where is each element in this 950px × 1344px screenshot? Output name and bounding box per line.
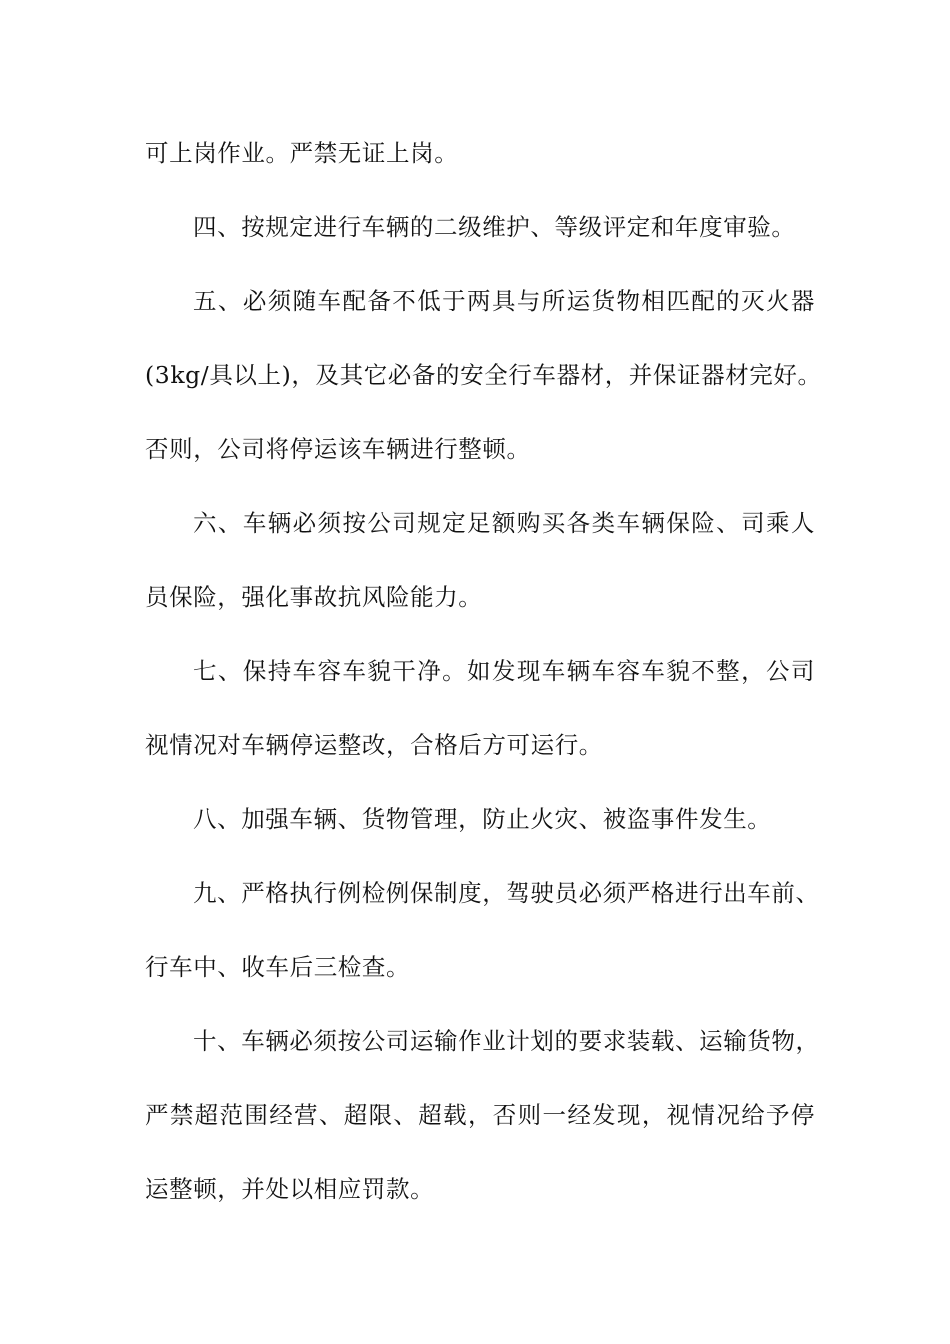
text-line-13: 十、车辆必须按公司运输作业计划的要求装载、运输货物， <box>193 1027 820 1055</box>
text-line-7: 员保险，强化事故抗风险能力。 <box>145 583 483 611</box>
text-line-4: (3kg/具以上)，及其它必备的安全行车器材，并保证器材完好。 <box>145 361 822 389</box>
text-line-11: 九、严格执行例检例保制度，驾驶员必须严格进行出车前、 <box>193 879 820 907</box>
text-line-3: 五、必须随车配备不低于两具与所运货物相匹配的灭火器 <box>193 287 815 315</box>
text-line-5: 否则，公司将停运该车辆进行整顿。 <box>145 435 531 463</box>
text-line-1: 可上岗作业。严禁无证上岗。 <box>145 139 459 167</box>
text-line-8: 七、保持车容车貌干净。如发现车辆车容车貌不整，公司 <box>193 657 815 685</box>
text-line-10: 八、加强车辆、货物管理，防止火灾、被盗事件发生。 <box>193 805 772 833</box>
text-line-14: 严禁超范围经营、超限、超载，否则一经发现，视情况给予停 <box>145 1101 815 1129</box>
text-line-15: 运整顿，并处以相应罚款。 <box>145 1175 435 1203</box>
text-line-12: 行车中、收车后三检查。 <box>145 953 411 981</box>
text-line-2: 四、按规定进行车辆的二级维护、等级评定和年度审验。 <box>193 213 796 241</box>
text-line-6: 六、车辆必须按公司规定足额购买各类车辆保险、司乘人 <box>193 509 815 537</box>
text-line-9: 视情况对车辆停运整改，合格后方可运行。 <box>145 731 603 759</box>
